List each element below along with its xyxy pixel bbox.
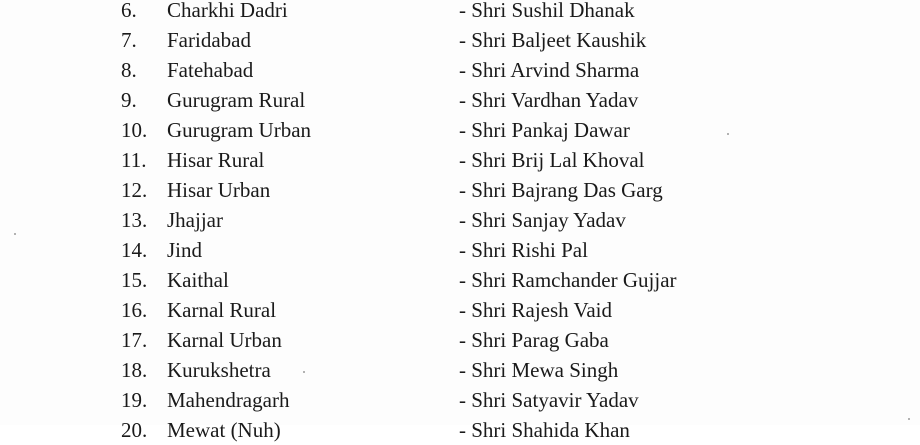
district-name: Hisar Urban [167,178,271,202]
district-name: Faridabad [167,28,251,52]
person-name: - Shri Ramchander Gujjar [459,268,677,292]
district-name: Charkhi Dadri [167,0,288,22]
person-name: - Shri Parag Gaba [459,328,609,352]
list-item [0,55,920,85]
person-name: - Shri Bajrang Das Garg [459,178,663,202]
person-name: - Shri Rishi Pal [459,238,588,262]
person-name: - Shri Shahida Khan [459,418,630,442]
item-number: 14. [121,238,148,262]
item-number: 13. [121,208,148,232]
list-item [0,0,920,25]
item-number: 6. [121,0,137,22]
scan-speck [908,418,910,420]
district-name: Mahendragarh [167,388,290,412]
list-item [0,175,920,205]
district-name: Gurugram Rural [167,88,306,112]
item-number: 19. [121,388,148,412]
scan-speck [727,133,729,135]
item-number: 7. [121,28,137,52]
list-item [0,25,920,55]
person-name: - Shri Satyavir Yadav [459,388,639,412]
person-name: - Shri Sanjay Yadav [459,208,626,232]
person-name: - Shri Vardhan Yadav [459,88,639,112]
item-number: 9. [121,88,137,112]
district-name: Fatehabad [167,58,254,82]
person-name: - Shri Arvind Sharma [459,58,640,82]
list-item [0,295,920,325]
item-number: 17. [121,328,148,352]
item-number: 11. [121,148,147,172]
list-item [0,265,920,295]
item-number: 15. [121,268,148,292]
person-name: - Shri Brij Lal Khoval [459,148,645,172]
district-name: Jhajjar [167,208,223,232]
district-name: Jind [167,238,203,262]
item-number: 20. [121,418,148,442]
item-number: 12. [121,178,148,202]
district-name: Karnal Rural [167,298,277,322]
item-number: 8. [121,58,137,82]
item-number: 16. [121,298,148,322]
scan-speck [14,233,16,235]
person-name: - Shri Sushil Dhanak [459,0,635,22]
scan-speck [303,371,305,373]
list-item [0,115,920,145]
list-item [0,145,920,175]
person-name: - Shri Pankaj Dawar [459,118,630,142]
item-number: 10. [121,118,148,142]
person-name: - Shri Rajesh Vaid [459,298,613,322]
district-name: Hisar Rural [167,148,265,172]
list-item [0,355,920,385]
list-item [0,85,920,115]
list-item [0,415,920,445]
list-item [0,205,920,235]
person-name: - Shri Baljeet Kaushik [459,28,647,52]
list-item [0,325,920,355]
district-name: Kurukshetra [167,358,271,382]
district-name: Kaithal [167,268,229,292]
person-name: - Shri Mewa Singh [459,358,619,382]
district-name: Karnal Urban [167,328,282,352]
list-item [0,385,920,415]
list-item [0,235,920,265]
district-name: Gurugram Urban [167,118,312,142]
district-name: Mewat (Nuh) [167,418,281,442]
item-number: 18. [121,358,148,382]
